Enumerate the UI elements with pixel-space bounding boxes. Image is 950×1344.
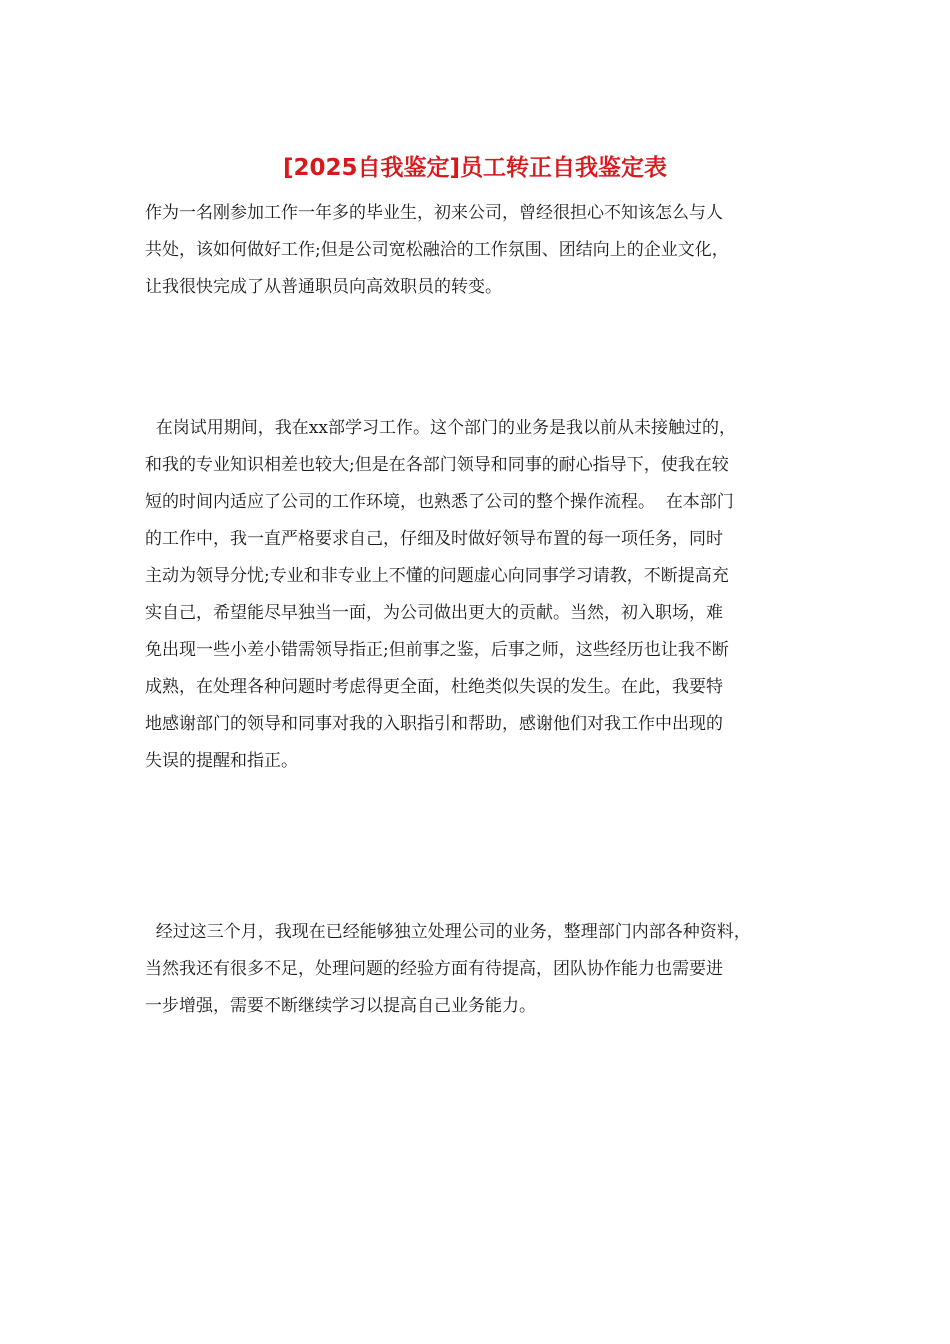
paragraph-line: 当然我还有很多不足，处理问题的经验方面有待提高，团队协作能力也需要进 <box>145 959 723 979</box>
paragraph-line: 和我的专业知识相差也较大;但是在各部门领导和同事的耐心指导下，使我在较 <box>145 455 729 475</box>
paragraph-3 <box>145 914 825 1025</box>
paragraph-line: 的工作中，我一直严格要求自己，仔细及时做好领导布置的每一项任务，同时 <box>145 529 723 549</box>
paragraph-line: 免出现一些小差小错需领导指正;但前事之鉴，后事之师，这些经历也让我不断 <box>145 640 729 660</box>
paragraph-line: 共处，该如何做好工作;但是公司宽松融洽的工作氛围、团结向上的企业文化， <box>145 240 729 260</box>
paragraph-line: 一步增强，需要不断继续学习以提高自己业务能力。 <box>145 996 536 1016</box>
paragraph-1 <box>145 195 825 306</box>
paragraph-line: 让我很快完成了从普通职员向高效职员的转变。 <box>145 277 502 297</box>
paragraph-line: 短的时间内适应了公司的工作环境，也熟悉了公司的整个操作流程。 在本部门 <box>145 492 734 512</box>
document-title: [2025自我鉴定]员工转正自我鉴定表 <box>282 155 668 181</box>
paragraph-line: 成熟，在处理各种问题时考虑得更全面，杜绝类似失误的发生。在此，我要特 <box>145 677 723 697</box>
paragraph-line: 地感谢部门的领导和同事对我的入职指引和帮助，感谢他们对我工作中出现的 <box>145 714 723 734</box>
paragraph-line: 作为一名刚参加工作一年多的毕业生，初来公司，曾经很担心不知该怎么与人 <box>145 203 723 223</box>
paragraph-line: 失误的提醒和指正。 <box>145 751 298 771</box>
paragraph-line: 经过这三个月，我现在已经能够独立处理公司的业务，整理部门内部各种资料， <box>145 922 751 942</box>
paragraph-2 <box>145 410 825 780</box>
paragraph-line: 主动为领导分忧;专业和非专业上不懂的问题虚心向同事学习请教，不断提高充 <box>145 566 729 586</box>
paragraph-line: 实自己，希望能尽早独当一面，为公司做出更大的贡献。当然，初入职场，难 <box>145 603 723 623</box>
paragraph-line: 在岗试用期间，我在xx部学习工作。这个部门的业务是我以前从未接触过的， <box>145 418 736 438</box>
